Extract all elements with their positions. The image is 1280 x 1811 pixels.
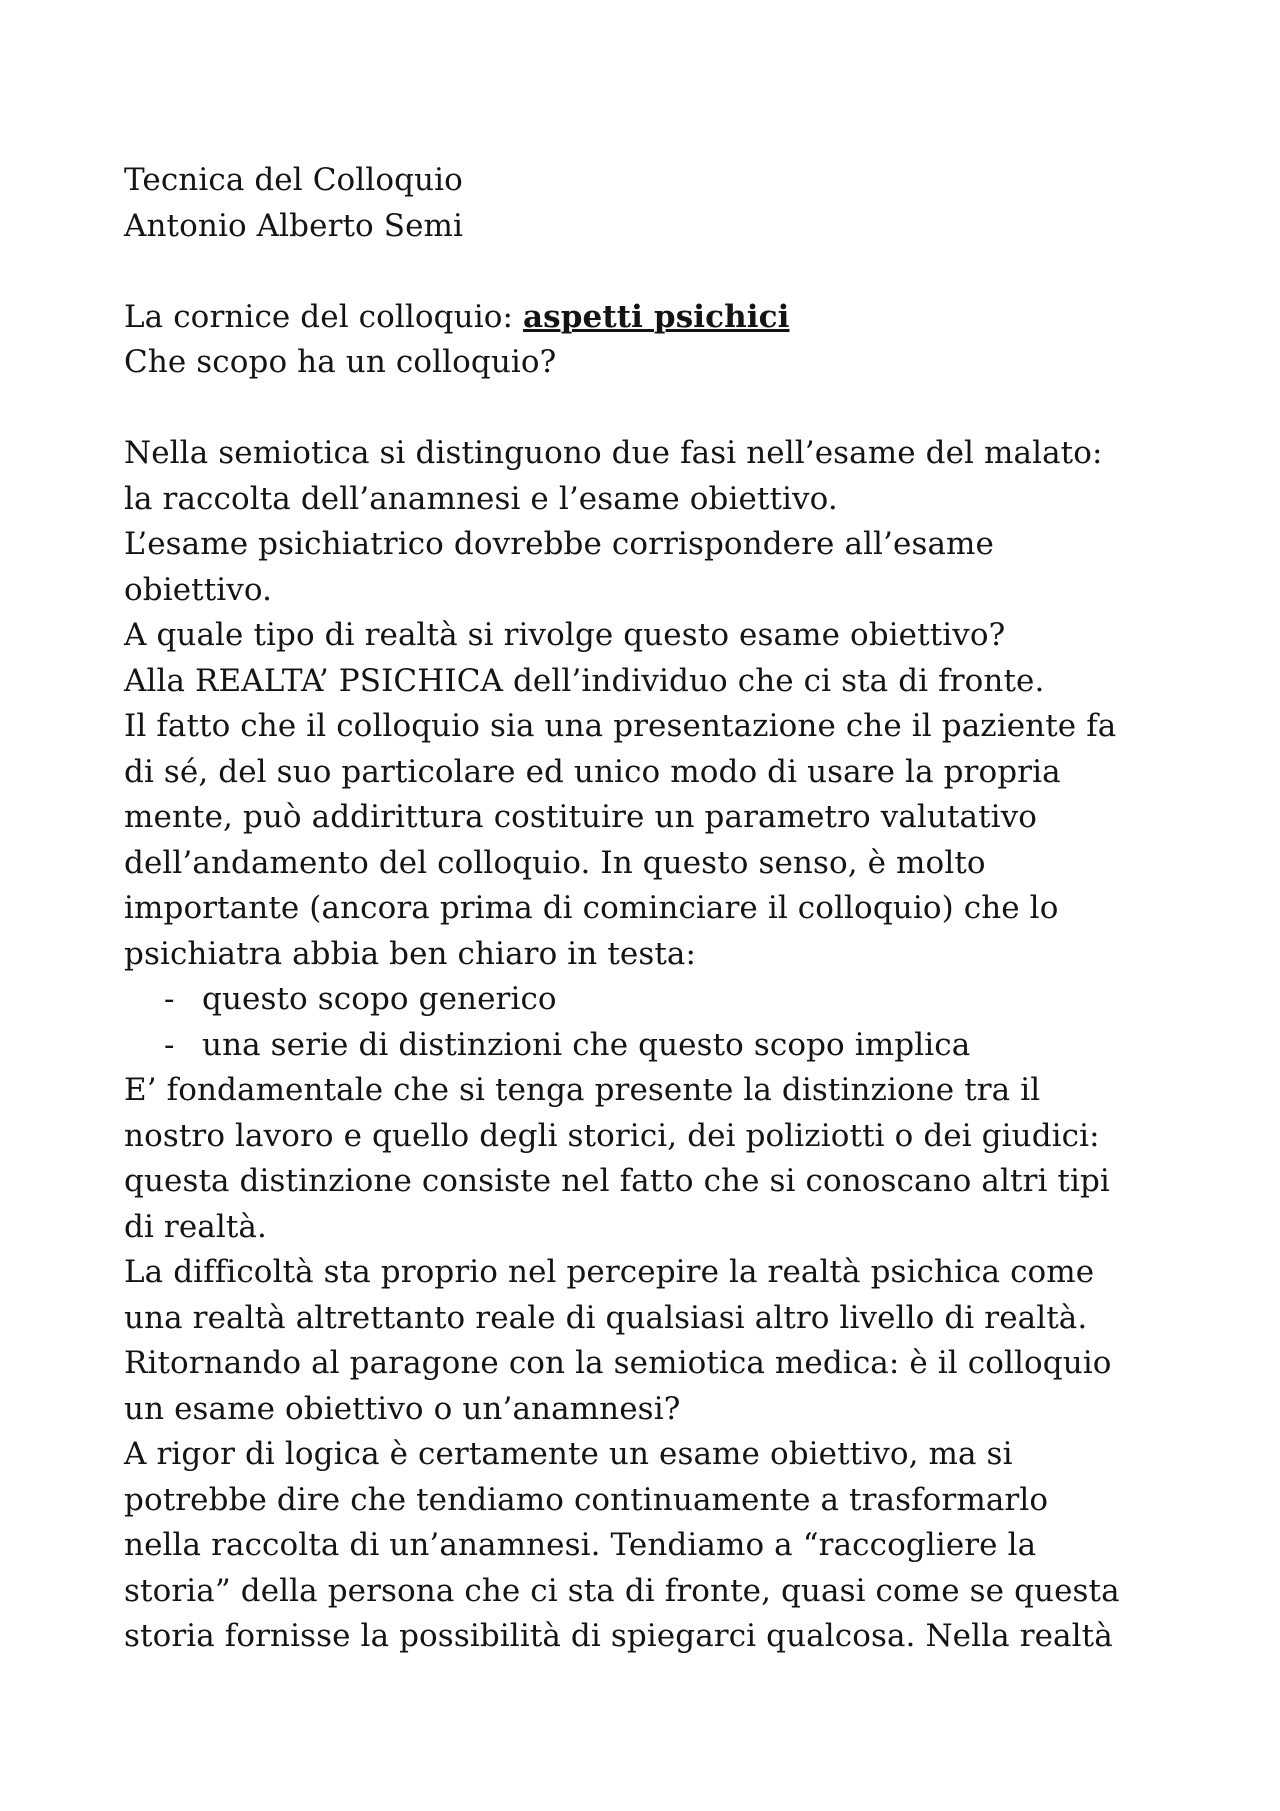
paragraph-line: importante (ancora prima di cominciare il colloquio) che lo [124,890,1059,926]
document-author: Antonio Alberto Semi [124,207,464,244]
paragraph-line: Nella semiotica si distinguono due fasi nell’esame del malato: [124,435,1103,471]
paragraph-line: E’ fondamentale che si tenga presente la distinzione tra il [124,1072,1041,1108]
paragraph-line: potrebbe dire che tendiamo continuamente a trasformarlo [124,1481,1049,1518]
paragraph-line: La difficoltà sta proprio nel percepire la realtà psichica come [124,1254,1095,1290]
paragraph-line: nella raccolta di un’anamnesi. Tendiamo a “raccogliere la [124,1527,1037,1563]
bullet-text: questo scopo generico [202,981,557,1017]
document-title: Tecnica del Colloquio [124,162,463,198]
paragraph-line: mente, può addirittura costituire un parametro valutativo [124,799,1038,835]
paragraph-line: A rigor di logica è certamente un esame obiettivo, ma si [124,1436,1013,1472]
paragraph-line: la raccolta dell’anamnesi e l’esame obiettivo. [124,480,838,517]
paragraph-line: L’esame psichiatrico dovrebbe corrispondere all’esame [124,526,994,562]
paragraph-line: Il fatto che il colloquio sia una presentazione che il paziente fa [124,708,1117,744]
bullet-item [124,1023,1184,1069]
paragraph-line: A quale tipo di realtà si rivolge questo esame obiettivo? [124,617,1006,653]
bullet-item [124,977,1184,1023]
section-question: Che scopo ha un colloquio? [124,344,557,380]
paragraph-line: Alla REALTA’ PSICHICA dell’individuo che ci sta di fronte. [124,662,1045,699]
document-body [124,158,1184,1660]
section-heading-prefix: La cornice del colloquio: [124,298,523,335]
paragraph-line: una realtà altrettanto reale di qualsiasi altro livello di realtà. [124,1299,1088,1336]
section-heading-emphasis: aspetti psichici [522,298,790,335]
section-heading [124,295,1184,341]
paragraph-line: obiettivo. [124,571,273,608]
paragraph-line: storia” della persona che ci sta di fronte, quasi come se questa [124,1572,1120,1609]
paragraph-line: dell’andamento del colloquio. In questo senso, è molto [124,844,986,881]
bullet-dash: - [164,1026,175,1063]
blank-line [124,249,1184,295]
paragraph-line: un esame obiettivo o un’anamnesi? [124,1390,681,1427]
paragraph-line: di realtà. [124,1208,267,1245]
paragraph-line: Ritornando al paragone con la semiotica medica: è il colloquio [124,1345,1112,1381]
paragraph-line: storia fornisse la possibilità di spiegarci qualcosa. Nella realtà [124,1618,1113,1654]
bullet-dash: - [164,981,175,1017]
paragraph-line: psichiatra abbia ben chiaro in testa: [124,935,697,972]
paragraph-line: di sé, del suo particolare ed unico modo di usare la propria [124,753,1061,790]
blank-line [124,386,1184,432]
paragraph-line: questa distinzione consiste nel fatto che si conoscano altri tipi [124,1163,1110,1199]
bullet-text: una serie di distinzioni che questo scopo implica [202,1026,971,1063]
paragraph-line: nostro lavoro e quello degli storici, dei poliziotti o dei giudici: [124,1117,1100,1154]
